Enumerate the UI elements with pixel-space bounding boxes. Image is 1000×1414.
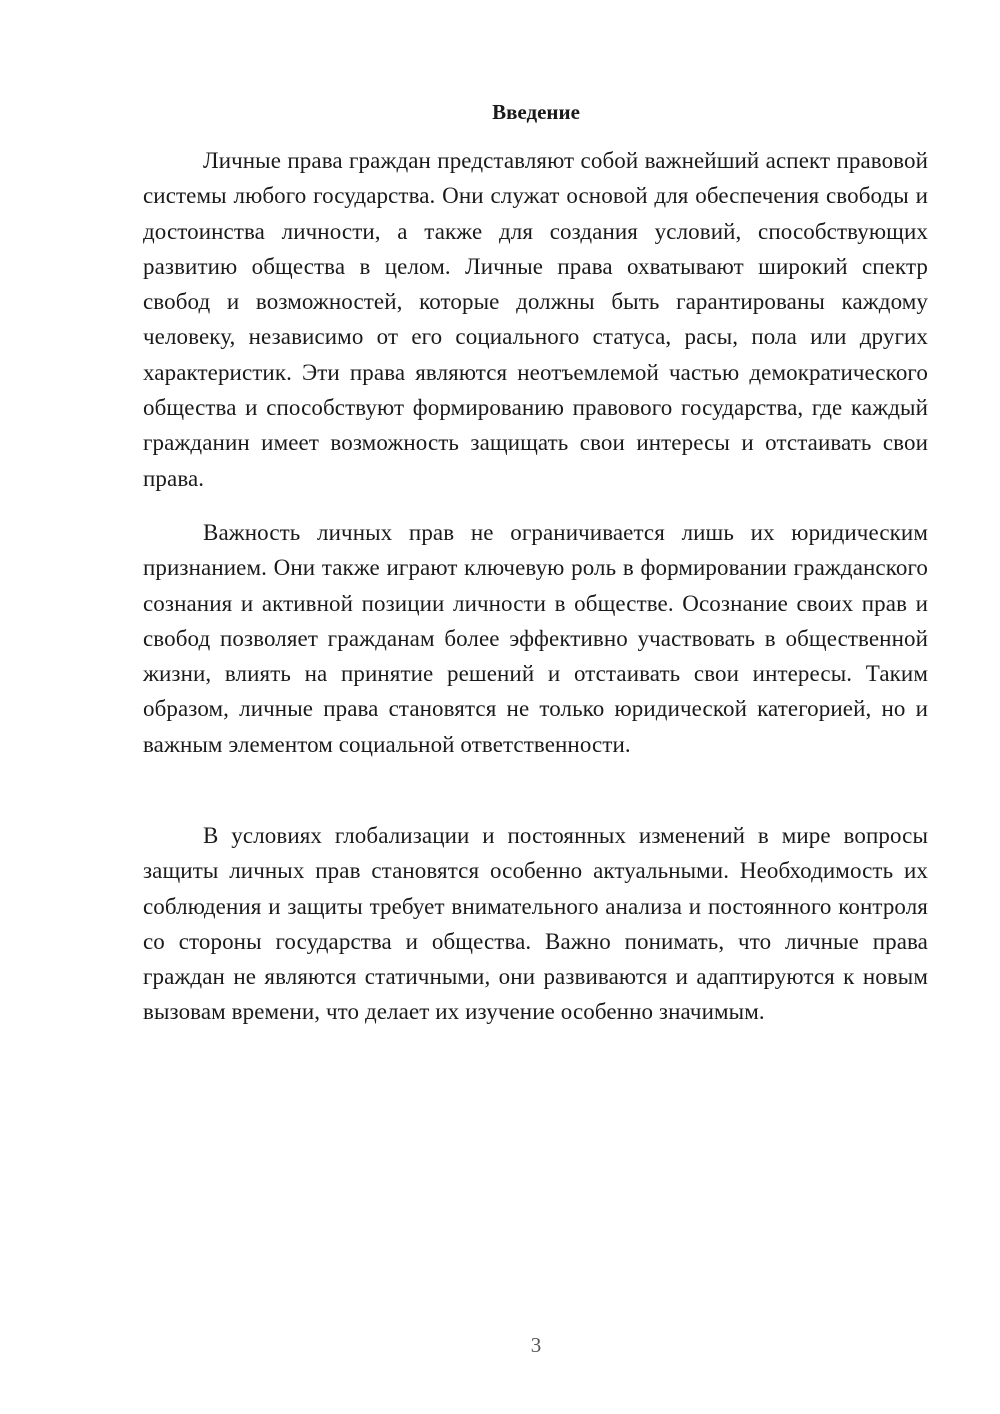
paragraph-2: Важность личных прав не ограничивается лишь их юридическим признанием. Они также играют ключевую роль в формировании гражданского сознания и активной позиции личности в обществе. Осознание своих прав и свобод позволяет гражданам более эффективно участвовать в общественной жизни, влиять на принятие решений и отстаивать свои интересы. Таким образом, личные права становятся не только юридической категорией, но и важным элементом социальной ответственности. (143, 520, 928, 757)
section-title: Введение (492, 100, 580, 124)
paragraph-1: Личные права граждан представляют собой важнейший аспект правовой системы любого государства. Они служат основой для обеспечения свободы и достоинства личности, а также для создания условий, способствующих развитию общества в целом. Личные права охватывают широкий спектр свобод и возможностей, которые должны быть гарантированы каждому человеку, независимо от его социального статуса, расы, пола или других характеристик. Эти права являются неотъемлемой частью демократического общества и способствуют формированию правового государства, где каждый гражданин имеет возможность защищать свои интересы и отстаивать свои права. (143, 148, 928, 491)
page-number: 3 (530, 1333, 542, 1357)
paragraph-3: В условиях глобализации и постоянных изменений в мире вопросы защиты личных прав становятся особенно актуальными. Необходимость их соблюдения и защиты требует внимательного анализа и постоянного контроля со стороны государства и общества. Важно понимать, что личные права граждан не являются статичными, они развиваются и адаптируются к новым вызовам времени, что делает их изучение особенно значимым. (143, 823, 928, 1025)
